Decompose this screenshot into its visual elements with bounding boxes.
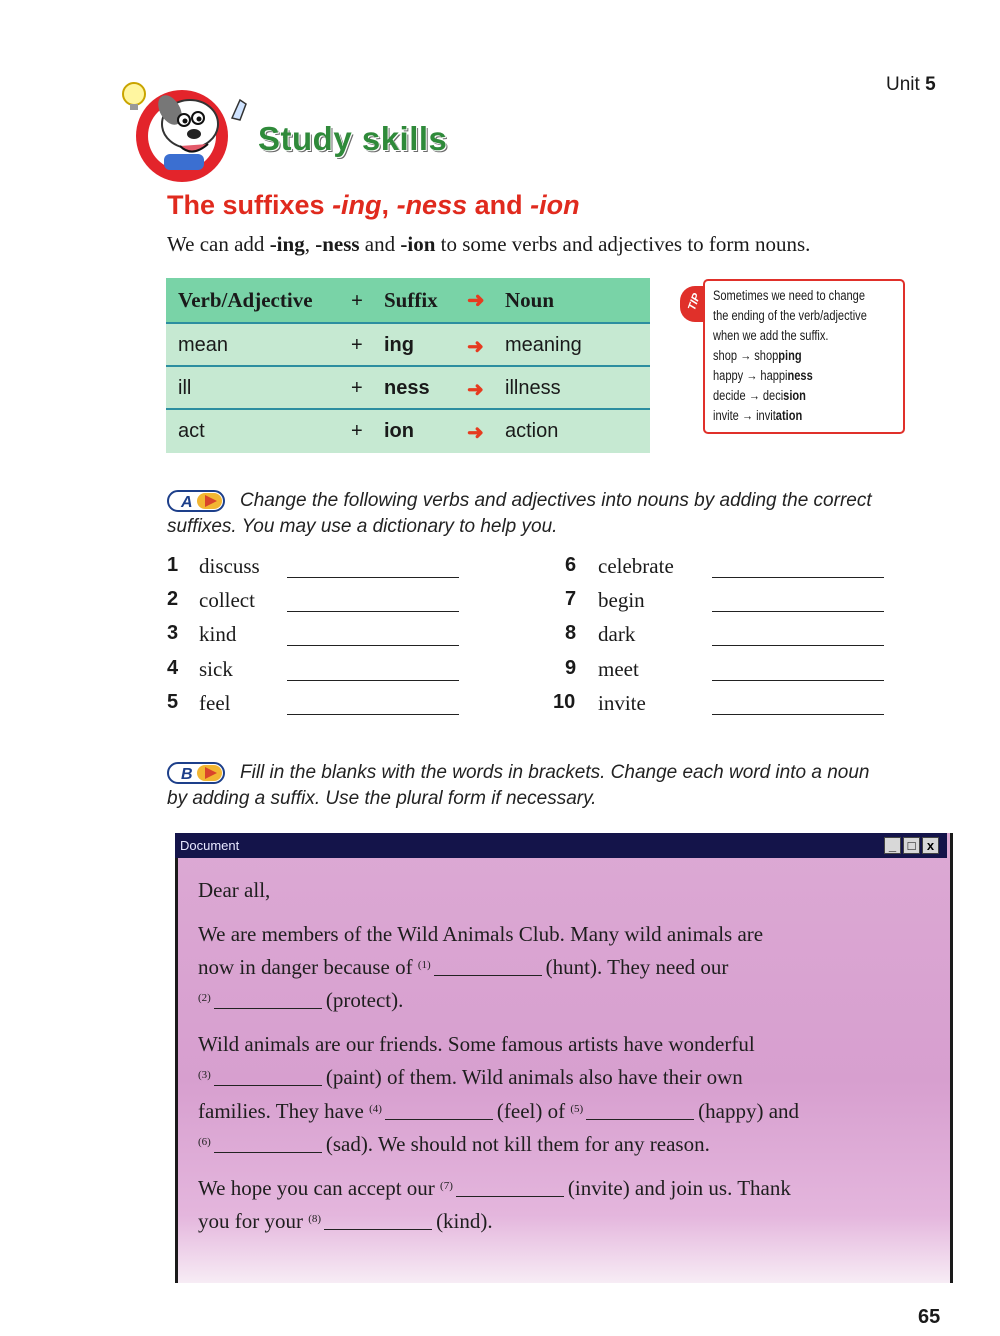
tip-example: invite → invitation <box>713 408 803 423</box>
table-header: Verb/Adjective + Suffix ➜ Noun <box>166 278 650 322</box>
tip-text: Sometimes we need to change <box>713 288 866 303</box>
exercise-a-instruction: Change the following verbs and adjectives into nouns by adding the correct <box>240 490 872 511</box>
exercise-item: 10 invite <box>553 691 893 721</box>
answer-blank[interactable] <box>287 645 459 646</box>
document-titlebar <box>175 833 947 858</box>
exercise-a-letter: A <box>181 494 193 511</box>
tip-text: the ending of the verb/adjective <box>713 308 867 323</box>
dog-mascot-icon <box>120 74 270 184</box>
exercise-item: 2 collect <box>167 588 467 618</box>
page-number: 65 <box>918 1306 941 1328</box>
maximize-button[interactable] <box>903 837 920 854</box>
minimize-icon: _ <box>888 838 897 853</box>
document-title: Document <box>180 838 240 853</box>
maximize-icon: □ <box>907 838 916 853</box>
exercise-a-badge-icon <box>167 490 225 512</box>
answer-blank[interactable] <box>385 1103 493 1120</box>
table-row: mean + ing ➜ meaning <box>166 322 650 367</box>
exercise-a-instruction: suffixes. You may use a dictionary to help you. <box>167 516 558 537</box>
exercise-item: 4 sick <box>167 657 467 687</box>
answer-blank[interactable] <box>712 611 884 612</box>
exercise-item: 9 meet <box>553 657 893 687</box>
exercise-b-letter: B <box>181 766 193 783</box>
answer-blank[interactable] <box>434 959 542 976</box>
answer-blank[interactable] <box>456 1180 564 1197</box>
exercise-item: 8 dark <box>553 622 893 652</box>
tip-example: decide → decision <box>713 388 806 403</box>
table-row: ill + ness ➜ illness <box>166 365 650 410</box>
letter-line: you for your $^{(8)}$ (kind). <box>198 1209 493 1233</box>
letter-line: families. They have $^{(4)}$ (feel) of $^{(5)}$ (happy) and <box>198 1099 800 1123</box>
exercise-item: 6 celebrate <box>553 554 893 584</box>
close-button[interactable] <box>922 837 939 854</box>
table-row: act + ion ➜ action <box>166 408 650 453</box>
answer-blank[interactable] <box>287 611 459 612</box>
close-icon: x <box>926 838 935 853</box>
answer-blank[interactable] <box>287 680 459 681</box>
tip-example: shop → shopping <box>713 348 802 363</box>
answer-blank[interactable] <box>214 1136 322 1153</box>
letter-line: $^{(3)}$ (paint) of them. Wild animals also have their own <box>198 1065 743 1089</box>
exercise-b-instruction: by adding a suffix. Use the plural form if necessary. <box>167 788 597 809</box>
answer-blank[interactable] <box>214 992 322 1009</box>
lesson-title: The suffixes -ing, -ness and -ion <box>167 190 580 220</box>
answer-blank[interactable] <box>214 1069 322 1086</box>
letter-line: Wild animals are our friends. Some famous artists have wonderful <box>198 1032 755 1056</box>
exercise-item: 3 kind <box>167 622 467 652</box>
tip-label: TIP <box>680 286 708 322</box>
letter-line: $^{(6)}$ (sad). We should not kill them for any reason. <box>198 1132 710 1156</box>
letter-line: We hope you can accept our $^{(7)}$ (invite) and join us. Thank <box>198 1176 791 1200</box>
unit-label: Unit 5 <box>886 74 936 95</box>
tip-box <box>703 279 905 434</box>
minimize-button[interactable] <box>884 837 901 854</box>
letter-line: We are members of the Wild Animals Club. Many wild animals are <box>198 922 764 946</box>
tip-text: when we add the suffix. <box>713 328 829 343</box>
answer-blank[interactable] <box>586 1103 694 1120</box>
letter-line: now in danger because of $^{(1)}$ (hunt). They need our <box>198 955 729 979</box>
exercise-b-instruction: Fill in the blanks with the words in brackets. Change each word into a noun <box>240 762 870 783</box>
exercise-b-badge-icon <box>167 762 225 784</box>
exercise-item: 7 begin <box>553 588 893 618</box>
answer-blank[interactable] <box>324 1213 432 1230</box>
answer-blank[interactable] <box>712 577 884 578</box>
tip-example: happy → happiness <box>713 368 813 383</box>
letter-greeting: Dear all, <box>198 878 271 902</box>
exercise-item: 5 feel <box>167 691 467 721</box>
answer-blank[interactable] <box>712 680 884 681</box>
answer-blank[interactable] <box>712 645 884 646</box>
answer-blank[interactable] <box>287 577 459 578</box>
answer-blank[interactable] <box>287 714 459 715</box>
intro-text: We can add -ing, -ness and -ion to some verbs and adjectives to form nouns. <box>167 232 811 256</box>
exercise-item: 1 discuss <box>167 554 467 584</box>
section-heading: Study skills <box>258 120 448 157</box>
letter-line: $^{(2)}$ (protect). <box>198 988 404 1012</box>
answer-blank[interactable] <box>712 714 884 715</box>
suffix-table <box>166 278 650 452</box>
